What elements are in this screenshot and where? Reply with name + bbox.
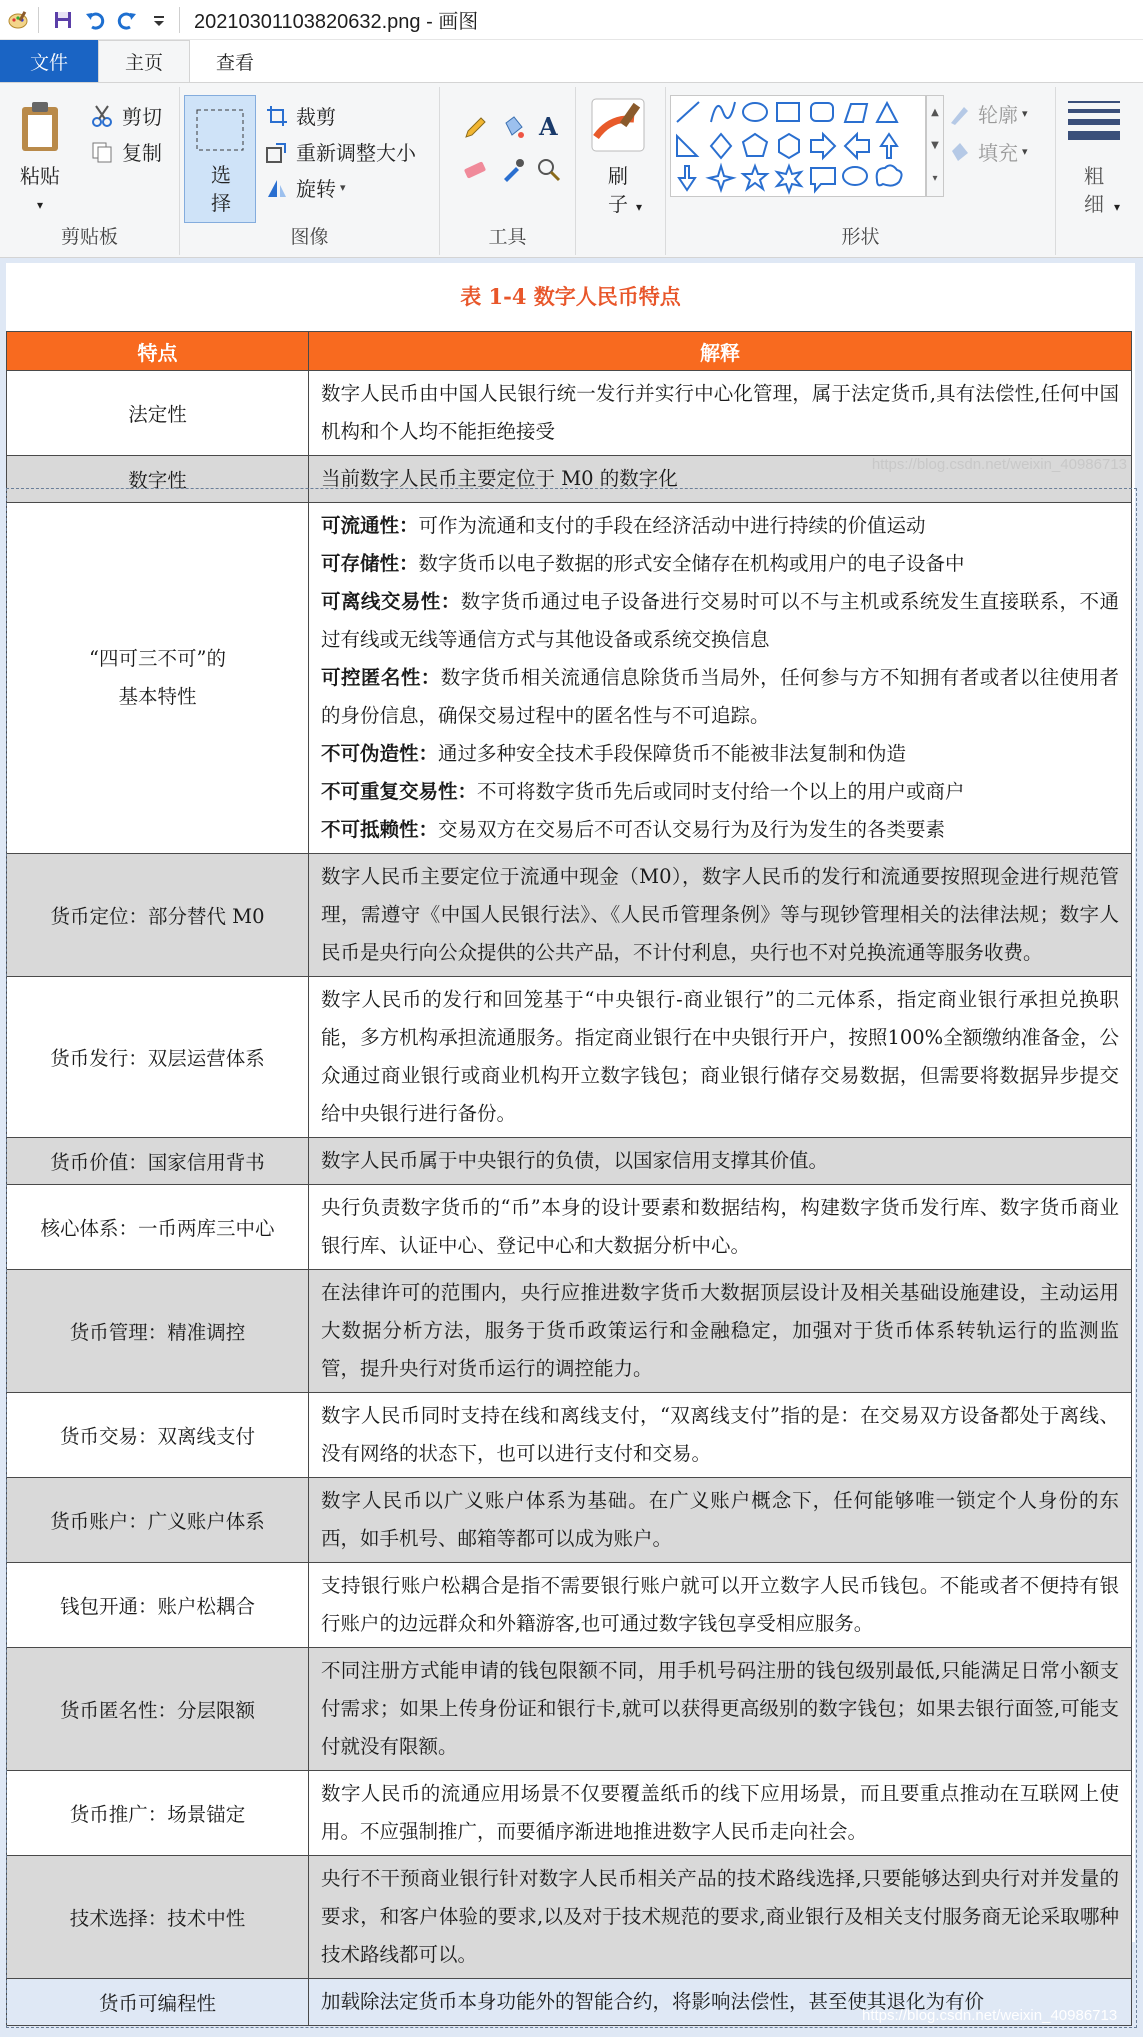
table-row: [7, 1771, 1132, 1856]
row-value: 数字人民币主要定位于流通中现金（M0），数字人民币的发行和流通要按照现金进行规范管理，需遵守《中国人民银行法》、《人民币管理条例》等与现钞管理相关的法律法规；数字人民币是央行向公众提供的公共产品，不计付利息，央行也不对兑换流通等服务收费。: [309, 854, 1132, 977]
rotate-label: 旋转: [296, 179, 336, 201]
select-button[interactable]: [184, 95, 256, 223]
image-canvas[interactable]: [6, 263, 1135, 2015]
size-label-2[interactable]: 细: [1084, 194, 1104, 216]
size-group: [1056, 87, 1143, 255]
tab-home[interactable]: 主页: [98, 40, 190, 82]
cut-label: 剪切: [122, 107, 162, 129]
clipboard-group: [0, 87, 180, 255]
table-row: [7, 1270, 1132, 1393]
table-row: [7, 854, 1132, 977]
resize-button[interactable]: [266, 137, 416, 166]
property-term: 可流通性：: [321, 514, 419, 537]
row-value: 数字人民币的发行和回笼基于“中央银行-商业银行”的二元体系，指定商业银行承担兑换职能，多方机构承担流通服务。指定商业银行在中央银行开户，按照100%全额缴纳准备金，公众通过商业银行或商业机构开立数字钱包；商业银行储存交易数据，但需要将数据异步提交给中央银行进行备份。: [309, 977, 1132, 1138]
table-row: [7, 1393, 1132, 1478]
row-key: 货币发行：双层运营体系: [7, 977, 309, 1138]
row-key: 钱包开通：账户松耦合: [7, 1563, 309, 1648]
cut-button[interactable]: [90, 101, 162, 130]
outline-label: 轮廓: [978, 105, 1018, 127]
row-value: 不同注册方式能申请的钱包限额不同，用手机号码注册的钱包级别最低,只能满足日常小额支付需求；如果上传身份证和银行卡,就可以获得更高级别的数字钱包；如果去银行面签,可能支付就没有限额。: [309, 1648, 1132, 1771]
table-row: [7, 1138, 1132, 1185]
paste-button[interactable]: [16, 99, 64, 155]
table-row: [7, 1648, 1132, 1771]
table-row: [7, 1563, 1132, 1648]
eraser-icon[interactable]: [462, 157, 488, 183]
row-value: 加载除法定货币本身功能外的智能合约，将影响法偿性，甚至使其退化为有价: [309, 1979, 1132, 2026]
row-value: 数字人民币的流通应用场景不仅要覆盖纸币的线下应用场景，而且要重点推动在互联网上使用。不应强制推广，而要循序渐进地推进数字人民币走向社会。: [309, 1771, 1132, 1856]
fill-icon: [948, 141, 972, 163]
select-rectangle-icon: [195, 108, 245, 152]
row-key: [7, 503, 309, 854]
table-row: [7, 371, 1132, 456]
row-value: 数字人民币由中国人民银行统一发行并实行中心化管理，属于法定货币,具有法偿性,任何中国机构和个人均不能拒绝接受: [309, 371, 1132, 456]
scissors-icon: [90, 104, 114, 128]
tab-view[interactable]: 查看: [216, 52, 255, 74]
property-term: 可离线交易性：: [321, 590, 461, 613]
property-desc: 数字货币相关流通信息除货币当局外，任何参与方不知拥有者或者以往使用者的身份信息，确保交易过程中的匿名性与不可追踪。: [321, 666, 1119, 727]
property-desc: 不可将数字货币先后或同时支付给一个以上的用户或商户: [477, 780, 965, 803]
property-desc: 通过多种安全技术手段保障货币不能被非法复制和伪造: [438, 742, 907, 765]
copy-button[interactable]: [90, 137, 162, 166]
header-feature: 特点: [7, 332, 309, 371]
row-value: 数字人民币属于中央银行的负债，以国家信用支撑其价值。: [309, 1138, 1132, 1185]
shapes-gallery[interactable]: [670, 95, 926, 197]
rotate-icon: [266, 177, 288, 199]
row-value: 央行不干预商业银行针对数字人民币相关产品的技术路线选择,只要能够达到央行对并发量的要求，和客户体验的要求,以及对于技术规范的要求,商业银行及相关支付服务商无论采取哪种技术路线都可以。: [309, 1856, 1132, 1979]
row-value: [309, 503, 1132, 854]
property-term: 不可抵赖性：: [321, 818, 439, 841]
property-term: 可控匿名性：: [321, 666, 441, 689]
row-value: 当前数字人民币主要定位于 M0 的数字化: [309, 456, 1132, 503]
shapes-group-label: 形状: [841, 227, 880, 248]
property-desc: 数字货币以电子数据的形式安全储存在机构或用户的电子设备中: [418, 552, 965, 575]
header-explanation: 解释: [309, 332, 1132, 371]
copy-label: 复制: [122, 143, 162, 165]
row-key: 货币可编程性: [7, 1979, 309, 2026]
row-value: 支持银行账户松耦合是指不需要银行账户就可以开立数字人民币钱包。不能或者不便持有银行账户的边远群众和外籍游客,也可通过数字钱包享受相应服务。: [309, 1563, 1132, 1648]
property-term: 可存储性：: [321, 552, 419, 575]
property-item: [321, 545, 1119, 583]
shapes-scroll[interactable]: ▲ ▼ ▾: [926, 95, 944, 197]
feature-table: [6, 331, 1132, 2026]
row-key-line-2: 基本特性: [118, 685, 197, 708]
watermark: https://blog.csdn.net/weixin_40986713: [871, 456, 1127, 473]
outline-brush-icon: [948, 103, 972, 125]
color-picker-icon[interactable]: [500, 157, 526, 183]
window-title: 20210301103820632.png - 画图: [194, 11, 479, 33]
table-row: [7, 977, 1132, 1138]
shapes-gallery-icons: [671, 96, 925, 196]
svg-text:A: A: [539, 112, 558, 141]
separator: [38, 7, 39, 33]
size-dropdown-icon[interactable]: ▾: [1113, 200, 1121, 214]
select-label-1: 选: [211, 165, 231, 187]
text-icon[interactable]: [536, 113, 562, 139]
row-key: 货币推广：场景锚定: [7, 1771, 309, 1856]
property-item: [321, 811, 1119, 849]
pencil-icon[interactable]: [462, 115, 488, 141]
undo-icon[interactable]: [81, 6, 109, 34]
paste-dropdown-icon[interactable]: ▾: [36, 198, 44, 212]
ribbon: [0, 82, 1143, 258]
table-row: [7, 1185, 1132, 1270]
property-item: [321, 659, 1119, 735]
image-group-label: 图像: [290, 227, 329, 248]
row-key: 货币匿名性：分层限额: [7, 1648, 309, 1771]
paste-icon: [16, 99, 64, 155]
property-desc: 交易双方在交易后不可否认交易行为及行为发生的各类要素: [438, 818, 946, 841]
title-bar: [0, 0, 1143, 40]
table-caption: 表 1-4 数字人民币特点: [460, 284, 681, 309]
separator: [179, 7, 180, 33]
rotate-dropdown-icon: ▾: [340, 182, 346, 194]
rotate-button[interactable]: [266, 173, 346, 202]
row-key: 技术选择：技术中性: [7, 1856, 309, 1979]
row-key: 货币账户：广义账户体系: [7, 1478, 309, 1563]
outline-dropdown-icon: ▾: [1022, 108, 1028, 120]
property-item: [321, 507, 1119, 545]
table-row: [7, 503, 1132, 854]
paint-app-icon[interactable]: [4, 6, 32, 34]
resize-icon: [266, 141, 288, 163]
tools-group-label: 工具: [488, 227, 527, 248]
brushes-group: [576, 87, 666, 255]
outline-button[interactable]: [948, 99, 1028, 128]
brushes-label-1[interactable]: 刷: [608, 166, 628, 188]
row-key: 法定性: [7, 371, 309, 456]
property-item: [321, 583, 1119, 659]
redo-icon[interactable]: [113, 6, 141, 34]
row-key: 货币管理：精准调控: [7, 1270, 309, 1393]
fill-dropdown-icon: ▾: [1022, 146, 1028, 158]
resize-label: 重新调整大小: [296, 143, 416, 165]
tools-group: [440, 87, 576, 255]
ribbon-tabs: [0, 40, 1143, 82]
row-key: 货币定位：部分替代 M0: [7, 854, 309, 977]
table-row: [7, 1856, 1132, 1979]
watermark-bottom: https://blog.csdn.net/weixin_40986713: [862, 2007, 1118, 2024]
property-desc: 可作为流通和支付的手段在经济活动中进行持续的价值运动: [418, 514, 926, 537]
table-row: [7, 1478, 1132, 1563]
save-icon[interactable]: [49, 6, 77, 34]
select-label-2: 择: [211, 193, 231, 215]
image-group: [180, 87, 440, 255]
brushes-dropdown-icon[interactable]: ▾: [635, 200, 643, 214]
crop-icon: [266, 105, 288, 127]
clipboard-group-label: 剪贴板: [60, 227, 118, 248]
row-value: 在法律许可的范围内，央行应推进数字货币大数据顶层设计及相关基础设施建设，主动运用大数据分析方法，服务于货币政策运行和金融稳定，加强对于货币体系转轨运行的监测监管，提升央行对货币运行的调控能力。: [309, 1270, 1132, 1393]
property-item: [321, 735, 1119, 773]
table-header-row: [7, 332, 1132, 371]
property-term: 不可重复交易性：: [321, 780, 478, 803]
brushes-label-2[interactable]: 子: [608, 194, 628, 216]
copy-icon: [90, 140, 114, 164]
tab-file[interactable]: 文件: [0, 40, 98, 82]
brush-icon[interactable]: [590, 97, 646, 153]
size-lines-icon[interactable]: [1066, 99, 1122, 149]
row-key-line-1: “四可三不可”的: [89, 647, 226, 670]
row-key: 货币价值：国家信用背书: [7, 1138, 309, 1185]
fill-label: 填充: [978, 143, 1018, 165]
crop-label: 裁剪: [296, 107, 336, 129]
property-term: 不可伪造性：: [321, 742, 439, 765]
crop-button[interactable]: [266, 101, 336, 130]
property-desc: 数字货币通过电子设备进行交易时可以不与主机或系统发生直接联系，不通过有线或无线等通信方式与其他设备或系统交换信息: [321, 590, 1119, 651]
row-key: 核心体系：一币两库三中心: [7, 1185, 309, 1270]
row-key: 货币交易：双离线支付: [7, 1393, 309, 1478]
row-value: 数字人民币同时支持在线和离线支付，“双离线支付”指的是：在交易双方设备都处于离线、没有网络的状态下，也可以进行支付和交易。: [309, 1393, 1132, 1478]
row-value: 数字人民币以广义账户体系为基础。在广义账户概念下，任何能够唯一锁定个人身份的东西，如手机号、邮箱等都可以成为账户。: [309, 1478, 1132, 1563]
size-label-1[interactable]: 粗: [1084, 166, 1104, 188]
fill-bucket-icon[interactable]: [500, 115, 526, 141]
shapes-group: [666, 87, 1056, 255]
fill-button[interactable]: [948, 137, 1028, 166]
customize-quick-access-icon[interactable]: [145, 6, 173, 34]
row-value: 央行负责数字货币的“币”本身的设计要素和数据结构，构建数字货币发行库、数字货币商业银行库、认证中心、登记中心和大数据分析中心。: [309, 1185, 1132, 1270]
paste-label[interactable]: 粘贴: [20, 166, 60, 188]
property-item: [321, 773, 1119, 811]
magnifier-icon[interactable]: [536, 157, 562, 183]
row-key: 数字性: [7, 456, 309, 503]
